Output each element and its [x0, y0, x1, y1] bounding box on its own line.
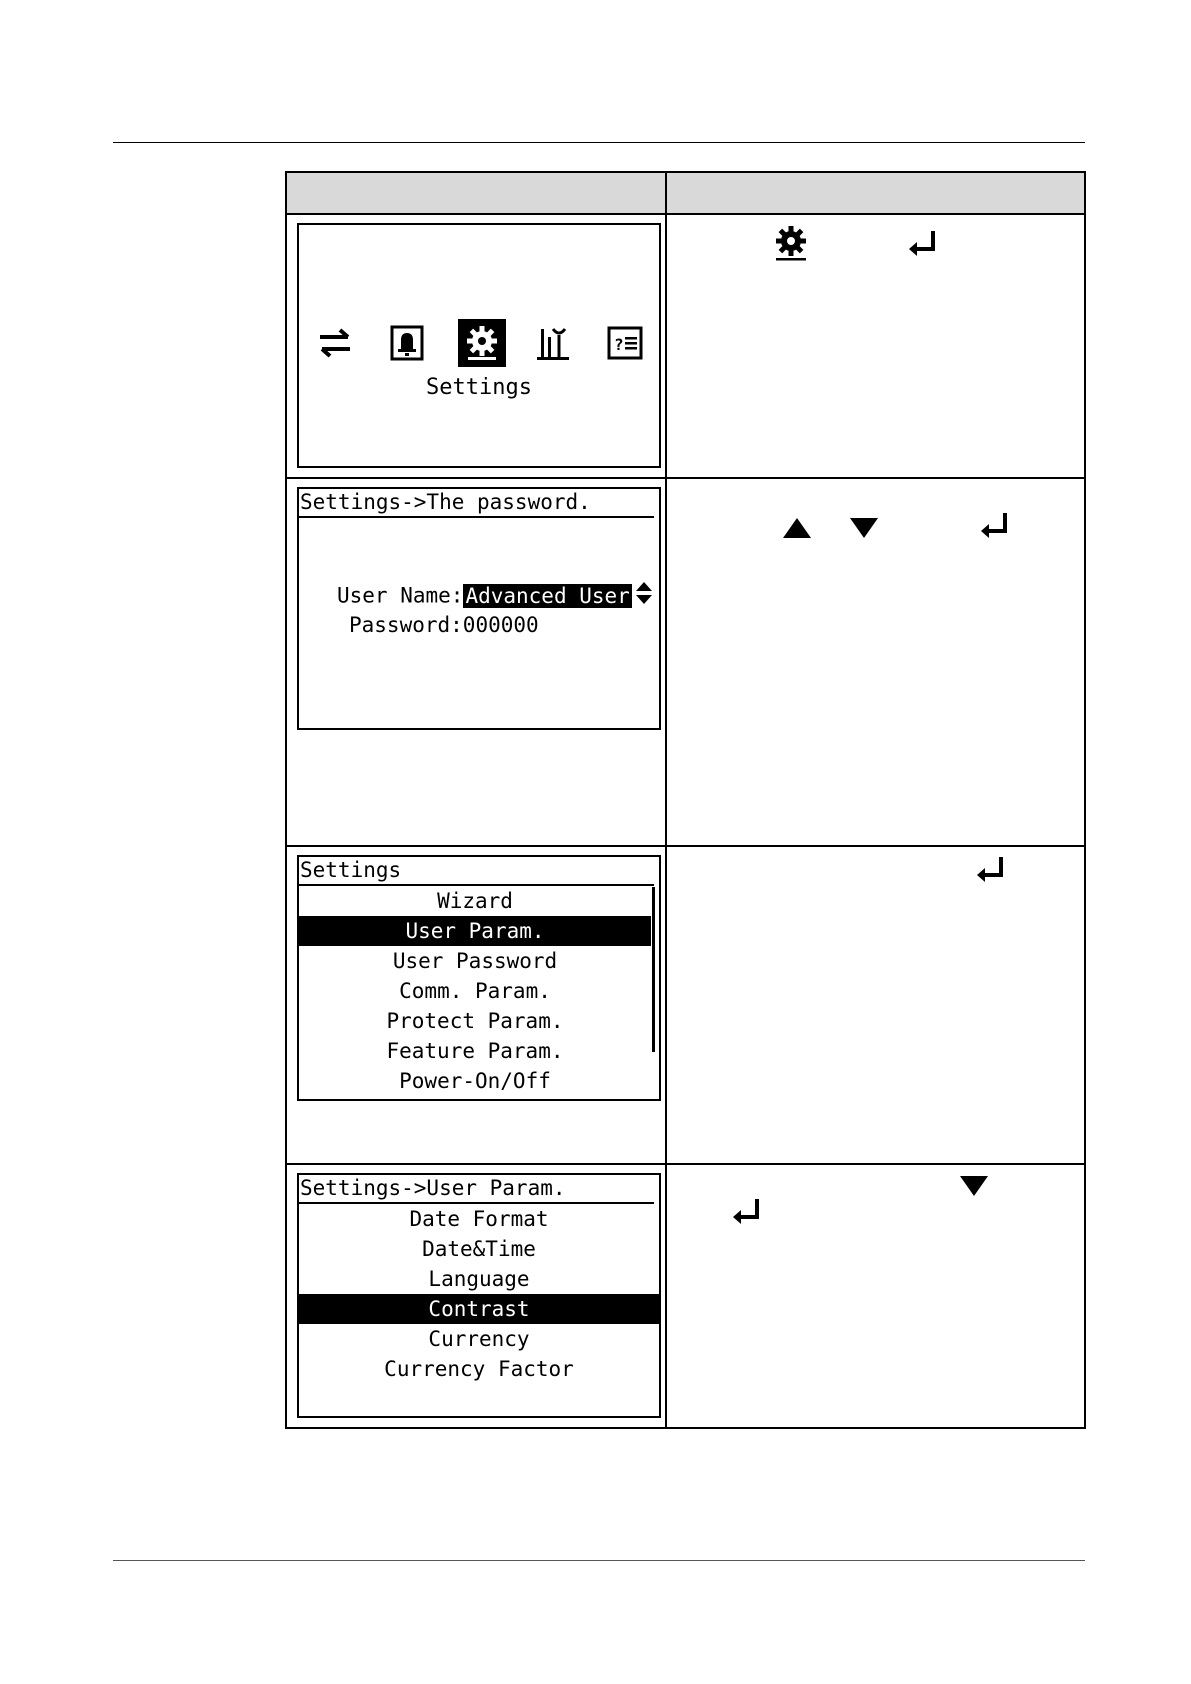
menu-item-language[interactable]: Language	[428, 1267, 530, 1291]
description-cell	[666, 1164, 1085, 1428]
up-arrow-icon	[782, 517, 812, 539]
table-header-description	[666, 172, 1085, 214]
info-icon[interactable]	[603, 321, 647, 365]
transfer-icon[interactable]	[313, 321, 357, 365]
enter-icon	[731, 1197, 761, 1225]
menu-item-power-on-off[interactable]: Power-On/Off	[399, 1069, 551, 1093]
user-name-value[interactable]: Advanced User	[465, 583, 630, 608]
password-screen-title: Settings->The password.	[299, 489, 654, 518]
menu-item-currency[interactable]: Currency	[428, 1327, 530, 1351]
screen-cell	[286, 846, 666, 1164]
table-row	[286, 846, 1085, 1164]
procedure-table	[285, 171, 1086, 1429]
lcd-user-param-menu	[297, 1173, 661, 1418]
menu-item-contrast[interactable]: Contrast	[299, 1294, 659, 1324]
header-rule	[113, 142, 1085, 143]
menu-item-date-time[interactable]: Date&Time	[422, 1237, 536, 1261]
footer-rule	[113, 1560, 1085, 1561]
table-header-screen	[286, 172, 666, 214]
screen-cell	[286, 214, 666, 478]
settings-menu-title: Settings	[299, 857, 654, 886]
menu-item-wizard[interactable]: Wizard	[437, 889, 513, 913]
password-row	[349, 611, 539, 639]
menu-item-feature-param[interactable]: Feature Param.	[386, 1039, 564, 1063]
lcd-password-screen	[297, 487, 661, 730]
menu-item-date-format[interactable]: Date Format	[409, 1207, 549, 1231]
settings-icon	[773, 225, 809, 261]
scrollbar[interactable]	[652, 887, 655, 1052]
enter-icon	[975, 855, 1005, 883]
enter-icon	[979, 511, 1009, 539]
user-name-row	[337, 581, 653, 612]
down-arrow-icon	[959, 1175, 989, 1197]
settings-icon[interactable]	[458, 319, 506, 367]
enter-icon	[907, 229, 937, 257]
menu-item-user-password[interactable]: User Password	[392, 949, 558, 973]
user-param-title: Settings->User Param.	[299, 1175, 654, 1204]
maintenance-icon[interactable]	[531, 321, 575, 365]
menu-item-user-param[interactable]: User Param.	[299, 916, 651, 946]
table-row	[286, 1164, 1085, 1428]
settings-menu-list	[299, 886, 651, 1096]
menu-item-comm-param[interactable]: Comm. Param.	[399, 979, 551, 1003]
screen-cell	[286, 1164, 666, 1428]
svg-text:?: ?	[614, 335, 624, 354]
table-row	[286, 214, 1085, 478]
main-menu-icons	[313, 321, 649, 369]
main-menu-label: Settings	[426, 375, 532, 400]
up-down-icon	[635, 581, 653, 612]
lcd-settings-menu	[297, 855, 661, 1101]
down-arrow-icon	[849, 517, 879, 539]
password-label: Password:	[349, 613, 463, 637]
password-value[interactable]: 000000	[462, 613, 539, 637]
screen-cell	[286, 478, 666, 846]
user-param-list	[299, 1204, 659, 1384]
description-cell	[666, 214, 1085, 478]
description-cell	[666, 478, 1085, 846]
table-header-row	[286, 172, 1085, 214]
lcd-main-menu	[297, 223, 661, 468]
alarm-icon[interactable]	[385, 321, 429, 365]
menu-item-currency-factor[interactable]: Currency Factor	[384, 1357, 574, 1381]
menu-item-protect-param[interactable]: Protect Param.	[386, 1009, 564, 1033]
description-cell	[666, 846, 1085, 1164]
user-name-label: User Name:	[337, 583, 464, 608]
table-row	[286, 478, 1085, 846]
